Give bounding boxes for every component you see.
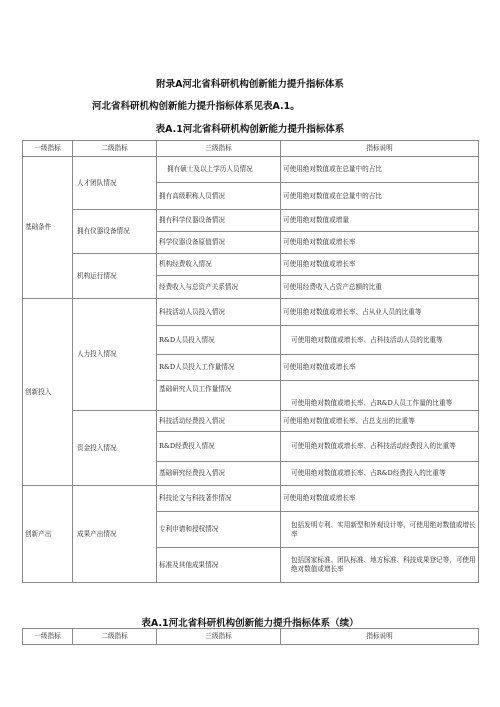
description-cell: 可使用绝对数值或增量 — [281, 210, 479, 232]
level1-cell: 基础条件 — [23, 157, 73, 299]
indicator-table-continued — [22, 628, 479, 645]
level3-cell: R&D经费投入情况 — [157, 432, 281, 462]
header-level2: 二级指标 — [73, 141, 157, 157]
table-title-continued: 表A.1河北省科研机构创新能力提升指标体系（续） — [141, 618, 359, 629]
header-level2: 二级指标 — [73, 629, 157, 645]
table-row — [23, 254, 479, 276]
level3-cell: 基础研究经费投入情况 — [157, 462, 281, 486]
level3-cell: 机构经费收入情况 — [157, 254, 281, 276]
level2-cell: 人才团队情况 — [73, 157, 157, 210]
description-cell: 可使用绝对数值或增长率 — [281, 254, 479, 276]
table-header-row — [23, 141, 479, 157]
level2-cell: 人力投入情况 — [73, 299, 157, 411]
table-header-row — [23, 629, 479, 645]
level3-cell: 专利申请和授权情况 — [157, 512, 281, 548]
level3-cell: 标准及其他成果情况 — [157, 548, 281, 583]
level3-cell: 拥有硕士及以上学历人员情况 — [157, 157, 281, 183]
header-level3: 三级指标 — [157, 141, 281, 157]
level3-cell: 科技论文与科技著作情况 — [157, 486, 281, 512]
header-description: 指标说明 — [281, 629, 479, 645]
description-cell: 可使用绝对数值或增长率 — [281, 232, 479, 254]
table-row — [23, 411, 479, 432]
description-cell: 可使用绝对数值或增长率 — [281, 355, 479, 381]
description-cell: 包括发明专利、实用新型和外观设计等，可使用绝对数值或增长率 — [281, 512, 479, 548]
intro-text: 河北省科研机构创新能力提升指标体系见表A.1。 — [92, 101, 300, 112]
level3-cell: R&D人员投入工作量情况 — [157, 355, 281, 381]
level2-cell: 资金投入情况 — [73, 411, 157, 486]
level3-cell: R&D人员投入情况 — [157, 326, 281, 355]
level2-cell: 机构运行情况 — [73, 254, 157, 299]
level3-cell: 科技活动人员投入情况 — [157, 299, 281, 326]
header-level1: 一级指标 — [23, 141, 73, 157]
description-cell: 可使用绝对数值或增长率、占总支出的比重等 — [281, 411, 479, 432]
table-row — [23, 486, 479, 512]
level3-cell: 经费收入与总资产关系情况 — [157, 276, 281, 299]
description-cell: 可使用绝对数值或增长率、占从业人员的比重等 — [281, 299, 479, 326]
appendix-title: 附录A河北省科研机构创新能力提升指标体系 — [156, 79, 344, 90]
description-cell: 可使用绝对数值或增长率、占R&D经费投入的比重等 — [281, 462, 479, 486]
description-cell: 可使用绝对数值或增长率、占科技活动人员的比重等 — [281, 326, 479, 355]
header-description: 指标说明 — [281, 141, 479, 157]
header-level3: 三级指标 — [157, 629, 281, 645]
table-row — [23, 210, 479, 232]
level2-cell: 拥有仪器设备情况 — [73, 210, 157, 254]
table-row — [23, 157, 479, 183]
table-row — [23, 299, 479, 326]
description-cell: 可使用绝对数值或增长率、占R&D人员工作量的比重等 — [281, 381, 479, 411]
header-level1: 一级指标 — [23, 629, 73, 645]
description-cell: 可使用经费收入占资产总额的比重 — [281, 276, 479, 299]
level3-cell: 拥有科学仪器设备情况 — [157, 210, 281, 232]
level3-cell: 科技活动经费投入情况 — [157, 411, 281, 432]
description-cell: 可使用绝对数值或在总量中的占比 — [281, 157, 479, 183]
table-title: 表A.1河北省科研机构创新能力提升指标体系 — [155, 124, 345, 135]
level3-cell: 科学仪器设备原值情况 — [157, 232, 281, 254]
description-cell: 可使用绝对数值或在总量中的占比 — [281, 183, 479, 210]
level1-cell: 创新产出 — [23, 486, 73, 583]
description-cell: 可使用绝对数值或增长率、占科技活动经费投入的比重等 — [281, 432, 479, 462]
level2-cell: 成果产出情况 — [73, 486, 157, 583]
level1-cell: 创新投入 — [23, 299, 73, 486]
level3-cell: 拥有高级职称人员情况 — [157, 183, 281, 210]
description-cell: 可使用绝对数值或增长率 — [281, 486, 479, 512]
description-cell: 包括国家标准、团队标准、地方标准、科技成果登记等，可使用绝对数值或增长率 — [281, 548, 479, 583]
indicator-table — [22, 140, 479, 583]
level3-cell: 基础研究人员工作量情况 — [157, 381, 281, 411]
